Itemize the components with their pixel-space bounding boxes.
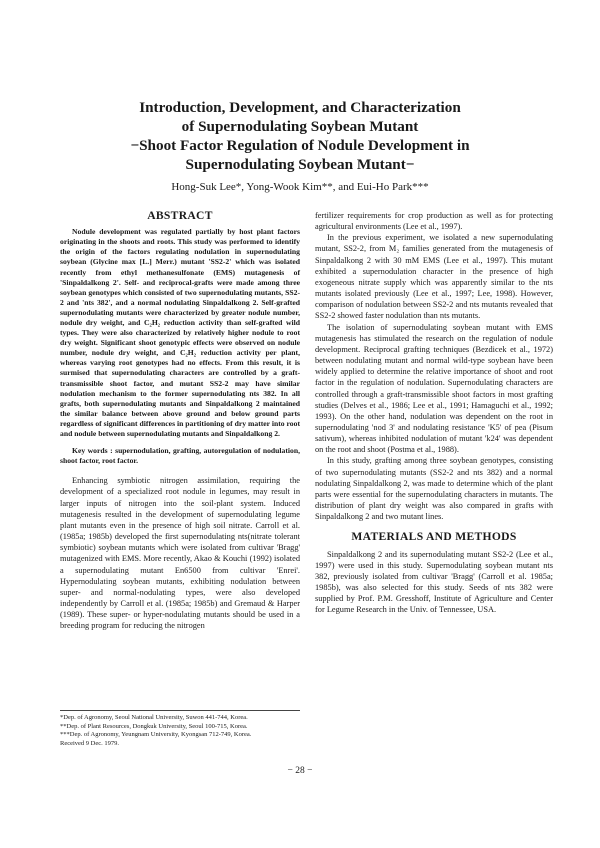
paper-title-line-2: of Supernodulating Soybean Mutant <box>181 118 419 135</box>
footnote-2: **Dep. of Plant Resources, Dongkuk University, Seoul 100-715, Korea. <box>60 722 248 730</box>
intro-paragraph-1: Enhancing symbiotic nitrogen assimilation, requiring the development of a specialized root nodule in legumes, may result in larger inputs of nitrogen into the soil-plant system. Induced mutagenesis resulted in the development of supernodulating legume plant mutants even in the presence of high soil nitrate. Carroll et al. (1985a; 1985b) developed the first supernodulating nts(nitrate tolerant symbiotic) soybean mutants which were isolated from cultivar 'Bragg' mutagenized with EMS. More recently, Akao & Kouchi (1992) isolated a supernodulating mutant En6500 from cultivar 'Enrei'. Hypernodulating soybean mutants, exhibiting nodulation between super- and normal-nodulating types, were also developed independently by Carroll et al. (1985a; 1985b) and Gremaud & Harper (1989). These super- or hyper-nodulating mutants should be used in a breeding program for reducing the nitrogen <box>60 476 300 631</box>
abstract-paragraph: Nodule development was regulated partially by host plant factors originating in the shoots and roots. This study was performed to identify the origin of the factors regulating nodulation in supernodulating soybean (Glycine max [L.] Merr.) mutant 'SS2-2' which was isolated recently from ethyl methanesulfonate (EMS) mutagenesis of 'Sinpaldalkong 2'. Self- and reciprocal-grafts were made among three soybean genotypes which consisted of two supernodulating mutants, SS2-2 and 'nts 382', and a normal nodulating Sinpaldalkong 2. Self-grafted supernodulating mutants were characterized by greater nodule number, nodule dry weight, and C₂H₂ reduction activity than self-grafted wild types. They were also characterized by relatively higher nodule to root dry weight. Significant shoot genotypic effects were observed on nodule number, nodule dry weight, and C₂H₂ reduction activity per plant, whereas varying root genotypes had no effects. From this result, it is surmised that supernodulating characters are controlled by a graft-transmissible shoot factor, and mutant SS2-2 may have similar nodulation mechanism to the former supernodulating nts 382. In all grafts, both supernodulating mutants and Sinpaldalkong 2 maintained the similar balance between above ground and below ground parts regardless of significant differences in partitioning of dry matter into root and nodule between supernodulating mutants and Sinpaldalkong 2. <box>60 227 300 439</box>
intro-paragraph-3: The isolation of supernodulating soybean mutant with EMS mutagenesis has stimulated the research on the regulation of nodule development. Reciprocal grafting techniques (Bezdicek et al., 1972) between nodulating mutant and normal wild-type soybean have been widely applied to determine the relative importance of shoot and root factor in the regulation of nodulation. Supernodulating characters are controlled through a graft-transmissible shoot factors in most grafting studies (Delves et al., 1986; Lee et al., 1991; Hamaguchi et al., 1992; 1993). On the other hand, nodulation was dependent on the root in supernodulating 'nod 3' and nodulating resistance 'K5' of pea (Pisum sativum), whereas inhibited nodulation of mutant 'k24' was dependent on the root and shoot (Postma et al., 1988). <box>315 322 553 455</box>
paper-title-line-1: Introduction, Development, and Characterization <box>139 99 461 116</box>
keywords: Key words : supernodulation, grafting, autoregulation of nodulation, shoot factor, root factor. <box>60 446 300 466</box>
left-column <box>60 210 300 632</box>
author-list: Hong-Suk Lee*, Yong-Wook Kim**, and Eui-Ho Park*** <box>171 181 429 193</box>
abstract-body <box>60 227 300 439</box>
paper-title-line-3: −Shoot Factor Regulation of Nodule Development in <box>130 137 470 154</box>
footnotes <box>60 710 300 748</box>
intro-paragraph-1-cont: fertilizer requirements for crop production as well as for protecting agricultural environments (Lee et al., 1997). <box>315 211 553 232</box>
footnote-3: ***Dep. of Agronomy, Yeungnam University, Kyongsan 712-749, Korea. <box>60 731 252 739</box>
introduction-left <box>60 475 300 631</box>
materials-methods-heading: MATERIALS AND METHODS <box>351 530 517 544</box>
right-column <box>315 210 553 615</box>
abstract-heading: ABSTRACT <box>147 209 213 222</box>
page-number: − 28 − <box>287 766 313 776</box>
footnote-1: *Dep. of Agronomy, Seoul National University, Suwon 441-744, Korea. <box>60 714 248 721</box>
title-block <box>60 98 540 194</box>
paper-title-line-4: Supernodulating Soybean Mutant− <box>185 156 415 173</box>
received-date: Received 9 Dec. 1979. <box>60 739 120 747</box>
methods-paragraph-1: Sinpaldalkong 2 and its supernodulating mutant SS2-2 (Lee et al., 1997) were used in this study. Supernodulating soybean mutant nts 382, previously isolated from cultivar 'Bragg' (Carroll et al. 1985a; 1985b), was also selected for this study. Seeds of nts 382 were supplied by Prof. P.M. Gresshoff, Institute of Agriculture and Center for Legume Research in the Univ. of Tennessee, USA. <box>315 549 553 615</box>
intro-paragraph-4: In this study, grafting among three soybean genotypes, consisting of two supernodulating mutants (SS2-2 and nts 382) and a normal nodulating Sinpaldalkong 2, was made to determine which of the plant parts were essential for the supernodulating characters in mutants. The distribution of plant dry weight was also compared in grafts with Sinpaldalkong 2 and two mutant lines. <box>315 456 553 522</box>
intro-paragraph-2: In the previous experiment, we isolated a new supernodulating mutant, SS2-2, from M₂ families generated from the mutagenesis of Sinpaldalkong 2 with 30 mM EMS (Lee et al., 1997). This mutant exhibited a supernodulation character in the presence of high exogeneous nitrate supply which was apparently similar to the nts mutants isolated previously (Lee et al., 1997; Lee, 1998). However, comparison of nodulation between SS2-2 and nts mutants revealed that SS2-2 showed faster nodulation than nts mutants. <box>315 233 553 321</box>
